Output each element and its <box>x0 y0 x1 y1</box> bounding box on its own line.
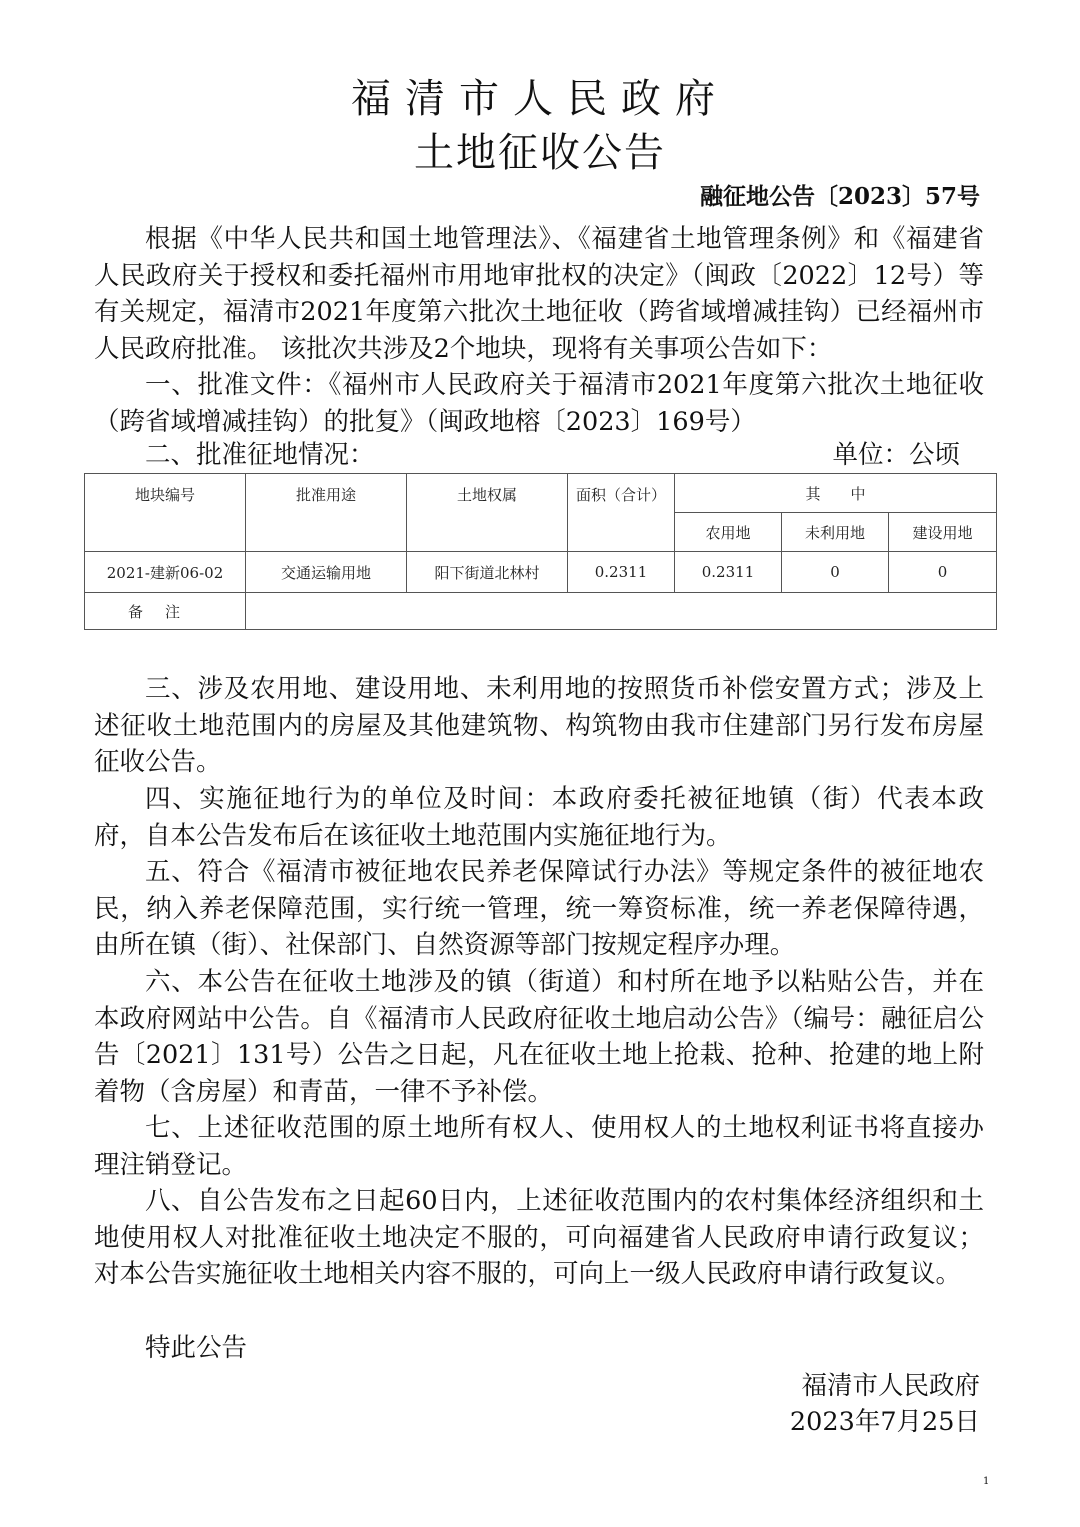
document-number: 融征地公告〔2023〕57号 <box>699 183 980 210</box>
signature-date: 2023年7月25日 <box>789 1407 980 1437</box>
section-8-reconsideration: 八、自公告发布之日起60日内，上述征收范围内的农村集体经济组织和土地使用权人对批准征收土地决定不服的，可向福建省人民政府申请行政复议；对本公告实施征收土地相关内容不服的，可向上一级人民政府申请行政复议。 <box>94 1186 984 1289</box>
section-7-deregistration: 七、上述征收范围的原土地所有权人、使用权人的土地权利证书将直接办理注销登记。 <box>94 1113 984 1180</box>
section-5-pension: 五、符合《福清市被征地农民养老保障试行办法》等规定条件的被征地农民，纳入养老保障范围，实行统一管理，统一筹资标准，统一养老保障待遇，由所在镇（街）、社保部门、自然资源等部门按规定程序办理。 <box>94 857 984 960</box>
cell-agricultural-land: 0.2311 <box>675 552 782 593</box>
header-unused-land: 未利用地 <box>782 513 889 552</box>
header-approved-use: 批准用途 <box>246 474 407 552</box>
section-2-label: 二、批准征地情况： <box>145 440 375 470</box>
header-construction-land: 建设用地 <box>889 513 997 552</box>
land-approval-table <box>84 473 997 630</box>
header-agricultural-land: 农用地 <box>675 513 782 552</box>
table-remark-row <box>85 593 997 630</box>
page-number: 1 <box>983 1476 990 1487</box>
cell-construction-land: 0 <box>889 552 997 593</box>
document-title-issuer: 福清市人民政府 <box>351 76 729 122</box>
table-row <box>85 552 997 593</box>
signature-issuer: 福清市人民政府 <box>801 1371 980 1401</box>
cell-plot-number: 2021-建新06-02 <box>85 552 246 593</box>
table-header-row <box>85 474 997 513</box>
closing-statement: 特此公告 <box>145 1333 248 1363</box>
header-of-which: 其 中 <box>675 474 997 513</box>
header-plot-number: 地块编号 <box>85 474 246 552</box>
section-2-unit: 单位：公顷 <box>832 440 960 470</box>
intro-paragraph: 根据《中华人民共和国土地管理法》、《福建省土地管理条例》和《福建省人民政府关于授权和委托福州市用地审批权的决定》（闽政〔2022〕12号）等有关规定，福清市2021年度第六批次土地征收（跨省域增减挂钩）已经福州市人民政府批准。 该批次共涉及2个地块，现将有关事项公告如下： <box>94 224 984 364</box>
section-3-compensation: 三、涉及农用地、建设用地、未利用地的按照货币补偿安置方式；涉及上述征收土地范围内的房屋及其他建筑物、构筑物由我市住建部门另行发布房屋征收公告。 <box>94 674 984 777</box>
section-1-approval-document: 一、批准文件：《福州市人民政府关于福清市2021年度第六批次土地征收（跨省域增减挂钩）的批复》（闽政地榕〔2023〕169号） <box>94 370 984 437</box>
cell-approved-use: 交通运输用地 <box>246 552 407 593</box>
cell-land-ownership: 阳下街道北林村 <box>407 552 568 593</box>
header-area-total: 面积（合计） <box>568 474 675 552</box>
cell-area-total: 0.2311 <box>568 552 675 593</box>
remark-value <box>246 593 997 630</box>
cell-unused-land: 0 <box>782 552 889 593</box>
remark-label: 备注 <box>85 593 246 630</box>
section-6-posting: 六、本公告在征收土地涉及的镇（街道）和村所在地予以粘贴公告，并在本政府网站中公告。自《福清市人民政府征收土地启动公告》（编号：融征启公告〔2021〕131号）公告之日起，凡在征收土地上抢栽、抢种、抢建的地上附着物（含房屋）和青苗，一律不予补偿。 <box>94 967 984 1107</box>
header-land-ownership: 土地权属 <box>407 474 568 552</box>
document-title-subject: 土地征收公告 <box>414 130 666 176</box>
section-4-implementation: 四、实施征地行为的单位及时间：本政府委托被征地镇（街）代表本政府，自本公告发布后在该征收土地范围内实施征地行为。 <box>94 784 984 851</box>
